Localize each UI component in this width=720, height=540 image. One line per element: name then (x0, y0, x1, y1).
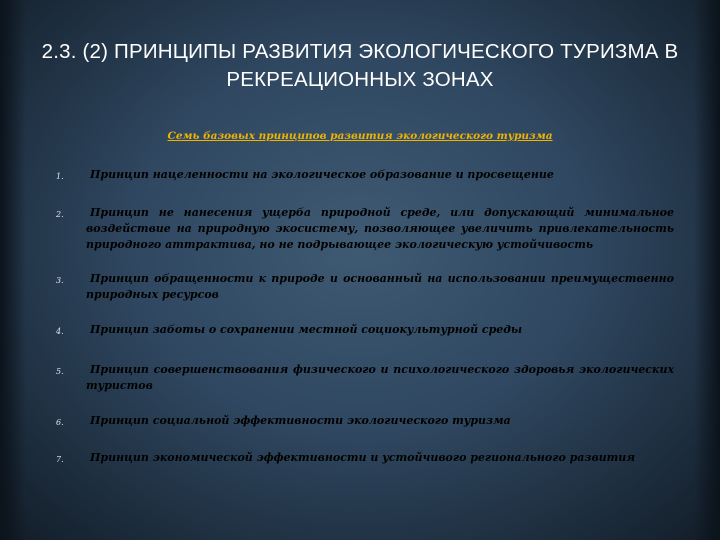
list-item-text: Принцип социальной эффективности экологического туризма (90, 414, 511, 427)
list-item-number: 4. (56, 327, 64, 336)
list-item-text: Принцип обращенности к природе и основанный на использовании преимущественно природных ресурсов (86, 272, 674, 301)
list-item-text: Принцип нацеленности на экологическое образование и просвещение (90, 168, 554, 181)
list-item-text: Принцип заботы о сохранении местной социокультурной среды (90, 323, 523, 336)
list-item-text: Принцип совершенствования физического и психологического здоровья экологических туристов (86, 363, 674, 392)
list-item-number: 7. (56, 455, 64, 464)
slide-title: 2.3. (2) ПРИНЦИПЫ РАЗВИТИЯ ЭКОЛОГИЧЕСКОГО ТУРИЗМА В РЕКРЕАЦИОННЫХ ЗОНАХ (41, 40, 679, 91)
list-item-number: 1. (56, 172, 64, 181)
slide-subtitle: Семь базовых принципов развития экологического туризма (167, 130, 553, 142)
list-item-number: 6. (56, 418, 64, 427)
list-item-text: Принцип не нанесения ущерба природной среде, или допускающий минимальное воздействие на природную экосистему, позволяющее увеличить привлекательность природного аттрактива, но не подрывающее экологическую устойчивость (86, 206, 674, 251)
list-item-text: Принцип экономической эффективности и устойчивого регионального развития (90, 451, 636, 464)
list-item-number: 3. (56, 276, 64, 285)
list-item-number: 5. (56, 367, 64, 376)
list-item-number: 2. (56, 210, 64, 219)
